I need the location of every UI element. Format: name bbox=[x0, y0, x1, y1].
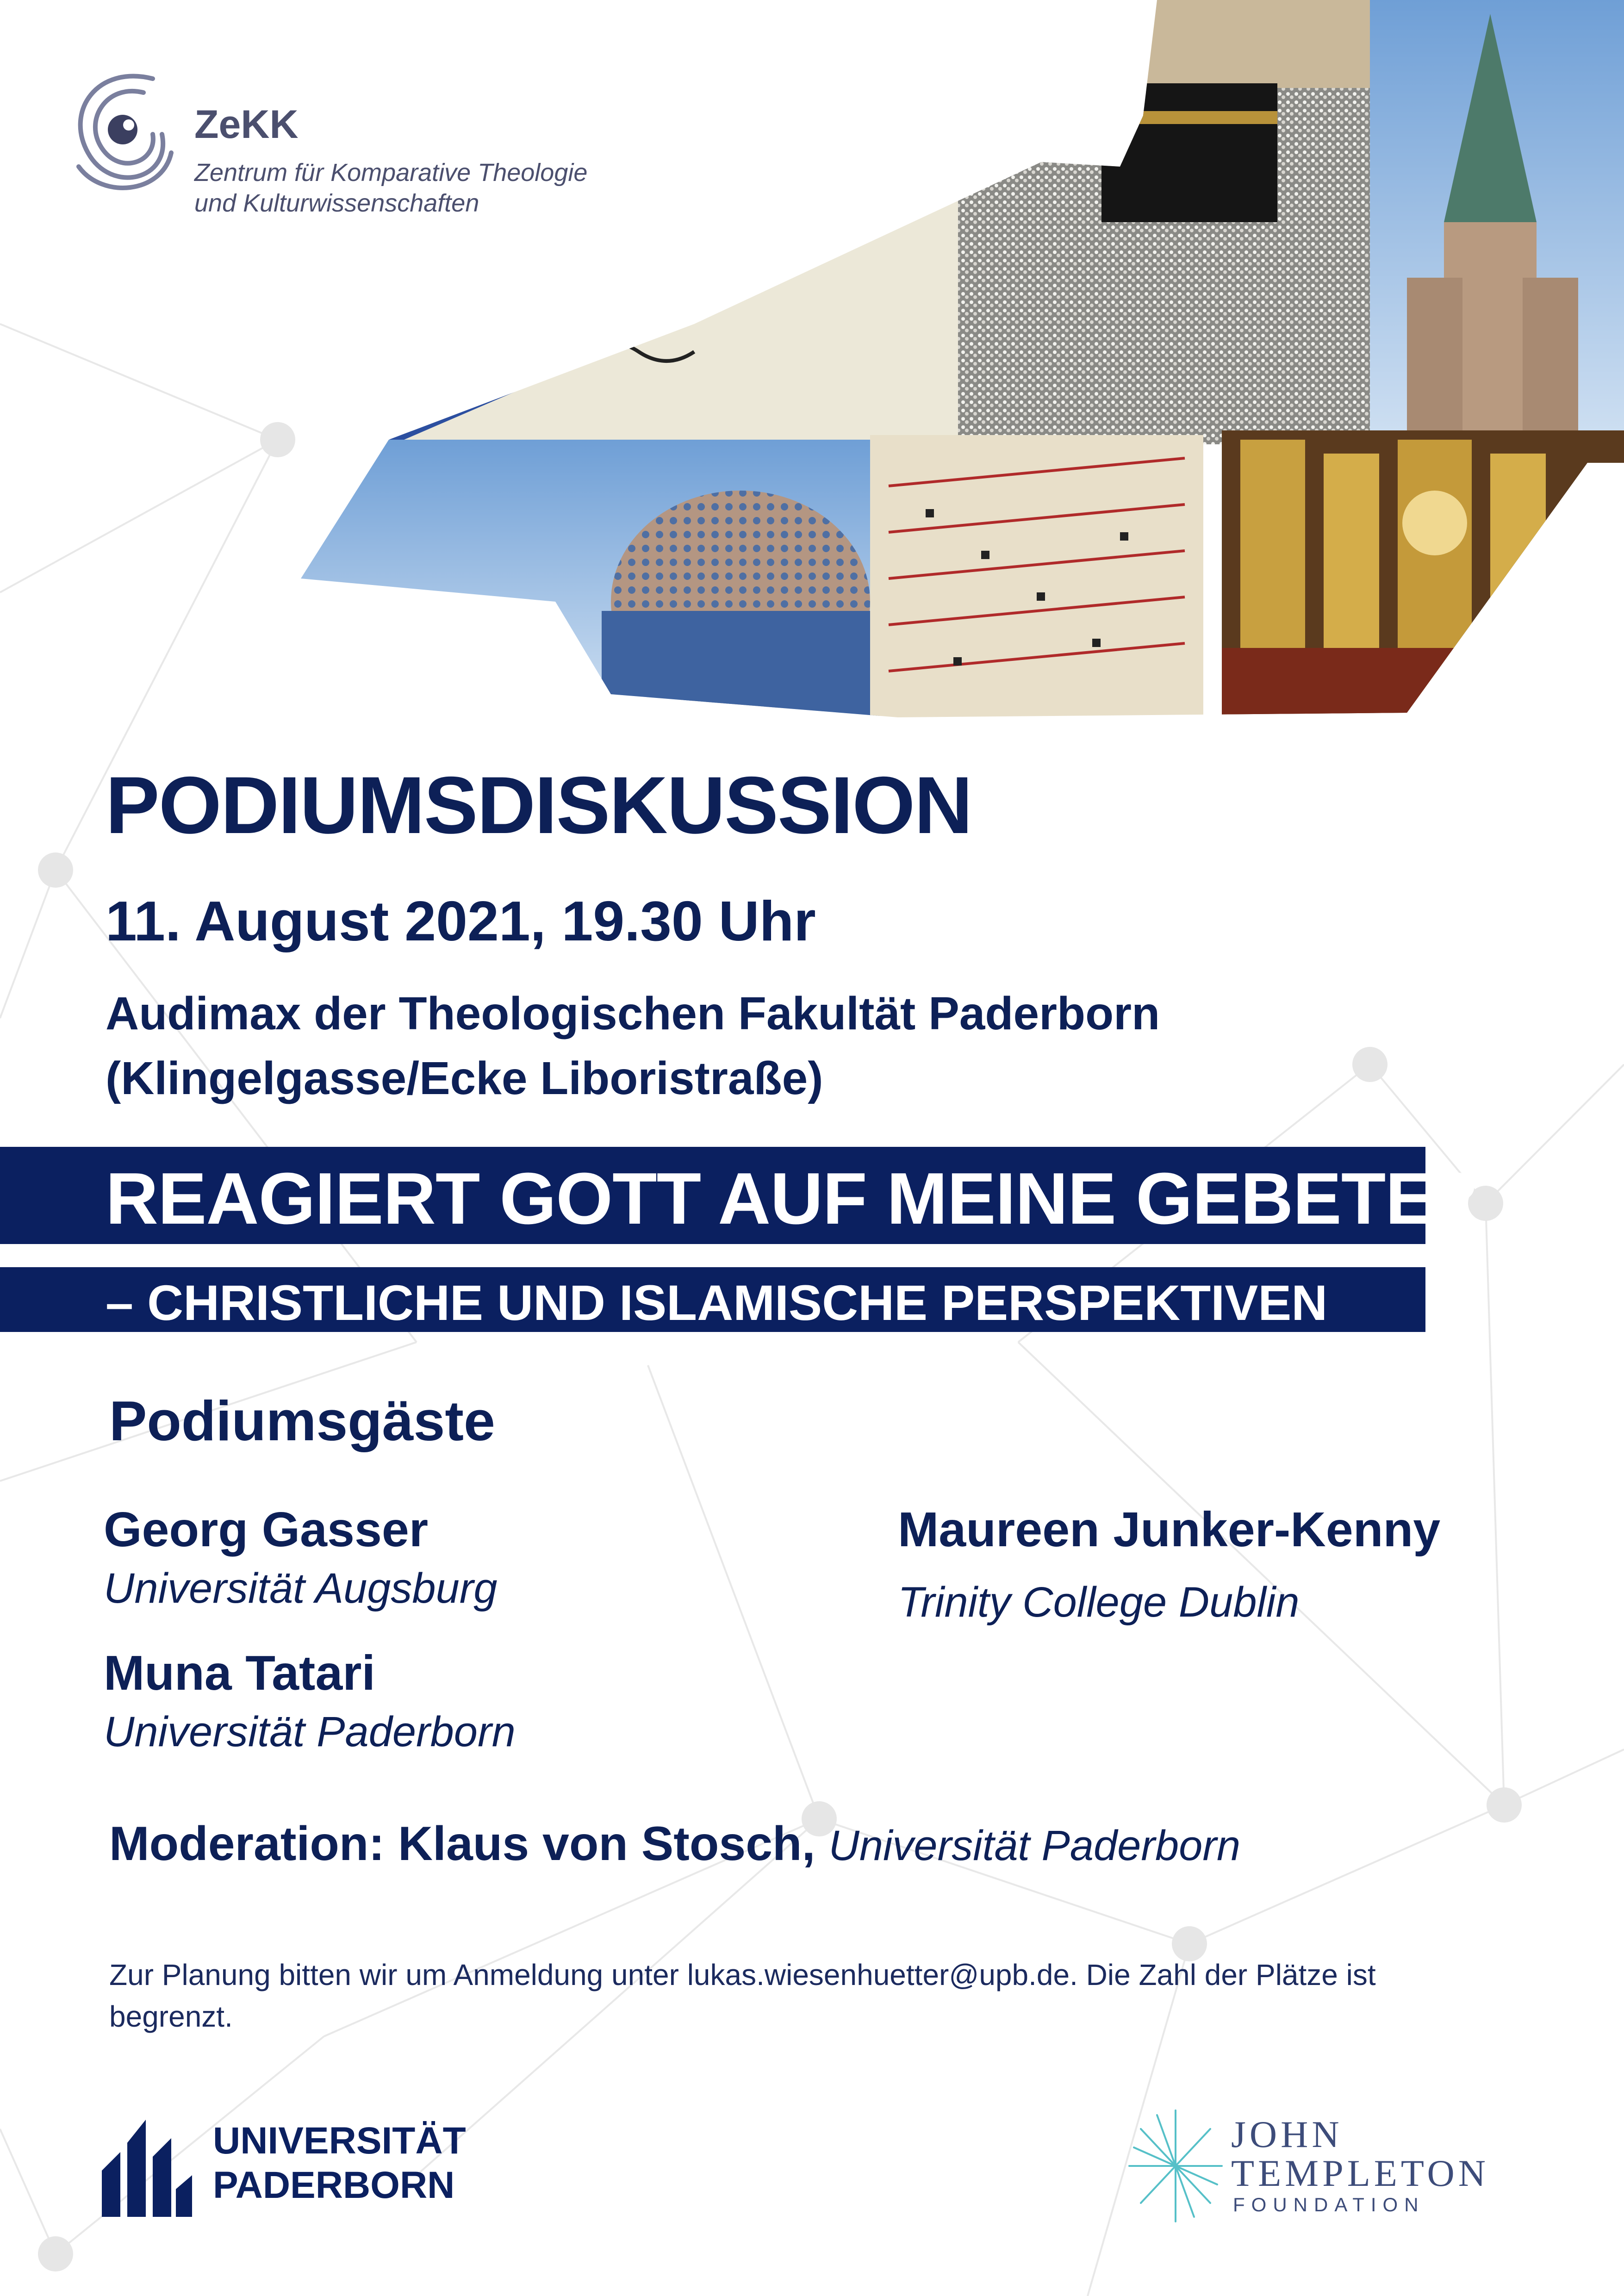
venue-line2: (Klingelgasse/Ecke Liboristraße) bbox=[106, 1052, 823, 1104]
guest-affiliation: Universität Augsburg bbox=[104, 1565, 498, 1612]
guests-heading: Podiumsgäste bbox=[109, 1389, 495, 1452]
title-band bbox=[0, 1147, 1478, 1244]
upb-emblem-icon bbox=[102, 2101, 194, 2217]
upb-wordmark bbox=[213, 2119, 466, 2208]
registration-note: Zur Planung bitten wir um Anmeldung unter lukas.wiesenhuetter@upb.de. Die Zahl der Plätze ist begrenzt. bbox=[109, 1958, 1376, 2033]
upb-line2: PADERBORN bbox=[213, 2164, 455, 2206]
subtitle-band bbox=[0, 1267, 1425, 1332]
event-venue bbox=[106, 981, 1160, 1111]
photo-collage bbox=[278, 0, 1624, 722]
org-short-name: ZeKK bbox=[194, 102, 299, 147]
upb-line1: UNIVERSITÄT bbox=[213, 2120, 466, 2162]
org-name-line2: und Kulturwissenschaften bbox=[194, 189, 479, 217]
org-name-line1: Zentrum für Komparative Theologie bbox=[194, 159, 588, 187]
moderator-affiliation: Universität Paderborn bbox=[828, 1822, 1241, 1869]
event-datetime: 11. August 2021, 19.30 Uhr bbox=[106, 890, 816, 952]
subtitle: – CHRISTLICHE UND ISLAMISCHE PERSPEKTIVEN bbox=[106, 1275, 1328, 1331]
guest-name: Georg Gasser bbox=[104, 1502, 429, 1557]
jtf-line1: JOHN bbox=[1231, 2113, 1343, 2155]
event-headline: PODIUMSDISKUSSION bbox=[106, 760, 972, 851]
venue-line1: Audimax der Theologischen Fakultät Paderborn bbox=[106, 988, 1160, 1039]
jtf-wordmark bbox=[1231, 2115, 1489, 2193]
starburst-icon bbox=[1125, 2106, 1226, 2226]
guest-affiliation: Universität Paderborn bbox=[104, 1708, 516, 1755]
moderator-label: Moderation: Klaus von Stosch, bbox=[109, 1817, 815, 1871]
jtf-line3: FOUNDATION bbox=[1233, 2194, 1425, 2215]
collage-images bbox=[278, 0, 1624, 722]
moderation-line bbox=[109, 1817, 1240, 1872]
upb-logo bbox=[102, 2101, 466, 2221]
jtf-line2: TEMPLETON bbox=[1231, 2152, 1489, 2194]
jtf-logo bbox=[1125, 2106, 1541, 2226]
guest-name: Maureen Junker-Kenny bbox=[898, 1502, 1441, 1557]
spiral-icon bbox=[60, 60, 180, 199]
guest-affiliation: Trinity College Dublin bbox=[898, 1579, 1300, 1626]
guest-name: Muna Tatari bbox=[104, 1646, 375, 1700]
main-title: REAGIERT GOTT AUF MEINE GEBETE? bbox=[106, 1158, 1478, 1239]
